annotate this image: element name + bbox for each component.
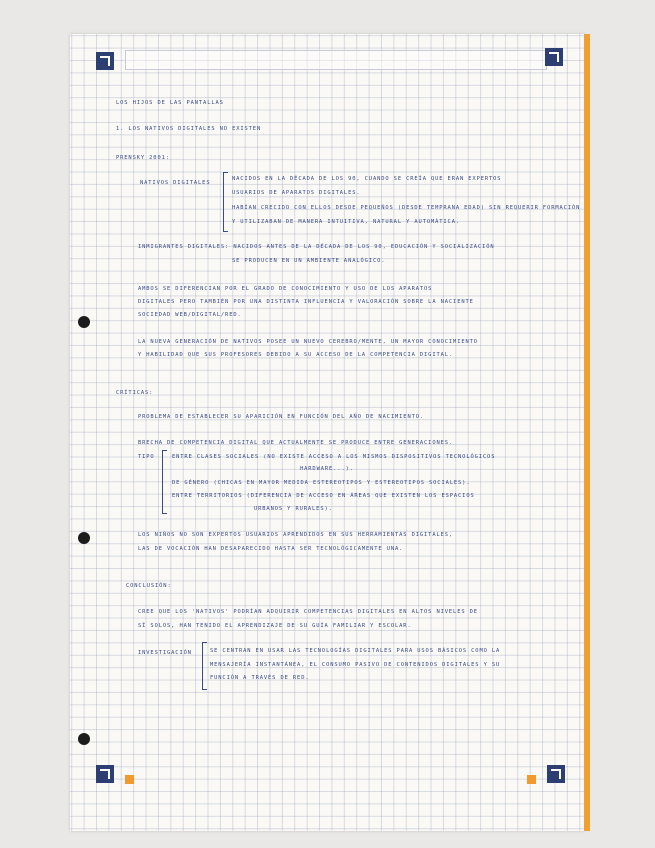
immigrants-line: SE PRODUCEN EN UN AMBIENTE ANALÓGICO. — [232, 258, 386, 264]
genero-line: DE GÉNERO (CHICAS EN MAYOR MEDIDA ESTEREOTIPOS Y ESTEREOTIPOS SOCIALES). — [172, 480, 471, 486]
orange-marker-right — [527, 775, 536, 784]
paragraph-2-line: LA NUEVA GENERACIÓN DE NATIVOS POSEE UN NUEVO CEREBRO/MENTE, UN MAYOR CONOCIMIENTO — [138, 339, 478, 345]
tipo-bracket — [162, 450, 167, 514]
paragraph-1-line: SOCIEDAD WEB/DIGITAL/RED. — [138, 312, 242, 318]
nd-label: NATIVOS DIGITALES — [140, 180, 211, 186]
paragraph-1-line: DIGITALES PERO TAMBIÉN POR UNA DISTINTA INFLUENCIA Y VALORACIÓN SOBRE LA NACIENTE — [138, 299, 474, 305]
research-line: MENSAJERÍA INSTANTÁNEA, EL CONSUMO PASIVO DE CONTENIDOS DIGITALES Y SU — [210, 662, 501, 668]
tipo-label: TIPO — [138, 454, 155, 460]
paragraph-2-line: Y HABILIDAD QUE SUS PROFESORES DEBIDO A SU ACCESO DE LA COMPETENCIA DIGITAL. — [138, 352, 454, 358]
brand-logo-bottom-right — [547, 765, 565, 783]
tipo-line: HARDWARE...). — [300, 466, 354, 472]
header-box — [125, 50, 547, 70]
nd-bracket — [223, 172, 228, 232]
notebook-page — [70, 34, 585, 831]
orange-marker-left — [125, 775, 134, 784]
conclusion-line: SÍ SOLOS, HAN TENIDO EL APRENDIZAJE DE SU GUÍA FAMILIAR Y ESCOLAR. — [138, 623, 412, 629]
binder-hole-1 — [78, 316, 90, 328]
brand-logo-top-left — [96, 52, 114, 70]
immigrants-line: INMIGRANTES DIGITALES: NACIDOS ANTES DE LA DÉCADA DE LOS 90, EDUCACIÓN Y SOCIALIZACIÓN — [138, 244, 495, 250]
genero-line: URBANOS Y RURALES). — [254, 506, 333, 512]
nd-line: Y UTILIZABAN DE MANERA INTUITIVA, NATURAL Y AUTOMÁTICA. — [232, 219, 460, 225]
nd-line: HABÍAN CRECIDO CON ELLOS DESDE PEQUEÑOS (DESDE TEMPRANA EDAD) SIN REQUERIR FORMACIÓN — [232, 205, 581, 211]
research-line: SE CENTRAN EN USAR LAS TECNOLOGÍAS DIGITALES PARA USOS BÁSICOS COMO LA — [210, 648, 501, 654]
brand-logo-bottom-left — [96, 765, 114, 783]
critics-line: BRECHA DE COMPETENCIA DIGITAL QUE ACTUALMENTE SE PRODUCE ENTRE GENERACIONES. — [138, 440, 454, 446]
paragraph-1-line: AMBOS SE DIFERENCIAN POR EL GRADO DE CONOCIMIENTO Y USO DE LOS APARATOS — [138, 286, 433, 292]
paragraph-3-line: LOS NIÑOS NO SON EXPERTOS USUARIOS APRENDIDOS EN SUS HERRAMIENTAS DIGITALES, — [138, 532, 454, 538]
research-line: FUNCIÓN A TRAVÉS DE RED. — [210, 675, 310, 681]
nd-line: NACIDOS EN LA DÉCADA DE LOS 90, CUANDO SE CREÍA QUE ERAN EXPERTOS — [232, 176, 502, 182]
binder-hole-3 — [78, 733, 90, 745]
conclusion-title: CONCLUSIÓN: — [126, 583, 172, 589]
critics-title: CRÍTICAS: — [116, 390, 154, 396]
binder-hole-2 — [78, 532, 90, 544]
critics-line: PROBLEMA DE ESTABLECER SU APARICIÓN EN FUNCIÓN DEL AÑO DE NACIMIENTO. — [138, 414, 425, 420]
brand-logo-top-right — [545, 48, 563, 66]
page-orange-edge — [584, 34, 590, 831]
genero-line: ENTRE TERRITORIOS (DIFERENCIA DE ACCESO EN ÁREAS QUE EXISTEN LOS ESPACIOS — [172, 493, 475, 499]
tipo-line: ENTRE CLASES SOCIALES (NO EXISTE ACCESO A LOS MISMOS DISPOSITIVOS TECNOLÓGICOS — [172, 454, 496, 460]
research-bracket — [202, 642, 207, 690]
research-label: INVESTIGACIÓN — [138, 650, 192, 656]
paragraph-3-line: LAS DE VOCACIÓN HAN DESAPARECIDO HASTA SER TECNOLÓGICAMENTE UNA. — [138, 546, 404, 552]
section-heading: 1. LOS NATIVOS DIGITALES NO EXISTEN — [116, 126, 262, 132]
author-reference: PRENSKY 2001: — [116, 155, 170, 161]
notes-title: LOS HIJOS DE LAS PANTALLAS — [116, 100, 224, 106]
conclusion-line: CREE QUE LOS 'NATIVOS' PODRÍAN ADQUIRIR COMPETENCIAS DIGITALES EN ALTOS NIVELES DE — [138, 609, 478, 615]
nd-line: USUARIOS DE APARATOS DIGITALES. — [232, 190, 361, 196]
